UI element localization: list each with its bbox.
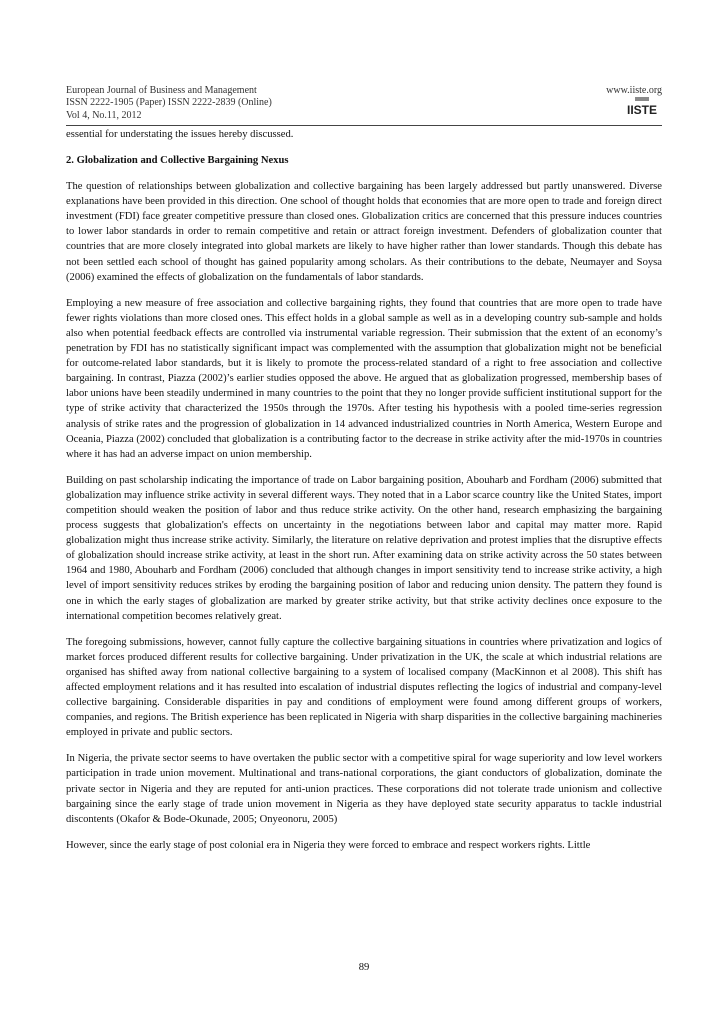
- journal-header: [66, 85, 662, 122]
- paragraph: However, since the early stage of post colonial era in Nigeria they were forced to embrace and respect workers rights. Little: [66, 839, 591, 851]
- intro-paragraph: essential for understating the issues hereby discussed.: [66, 129, 294, 140]
- article-body: [66, 127, 662, 864]
- journal-url: www.iiste.org: [606, 85, 662, 96]
- paragraph: In Nigeria, the private sector seems to have overtaken the public sector with a competitive spiral for wage superiority and low level workers participation in trade union movement. Multinational and trans-national corporations, the giant conductors of globalization, dominate the private sector in Nigeria and they are reputed for anti-union practices. These corporations did not tolerate trade unionism and collective bargaining since the early stage of trade union movement in Nigeria as they have deployed state security apparatus to tackle industrial discontents (Okafor & Bode-Okunade, 2005; Onyeonoru, 2005): [66, 753, 662, 825]
- page-number: 89: [358, 962, 370, 973]
- logo-top-band: [635, 97, 649, 101]
- paragraph: The foregoing submissions, however, cannot fully capture the collective bargaining situations in countries where privatization and logics of market forces produced different results for collective bargaining. Under privatization in the UK, the scale at which industrial relations are organised has shifted away from national collective bargaining to a system of localised company (MacKinnon et al 2008). This shift has affected employment relations and it has resulted into escalation of industrial disputes reflecting the logics of industrial and company-level collective bargaining. Considerable disparities in pay and conditions of employment were found among different groups of workers, companies, and regions. The British experience has been replicated in Nigeria with sharp disparities in the collective bargaining machineries employed in private and public sectors.: [66, 636, 662, 739]
- journal-volume: Vol 4, No.11, 2012: [66, 109, 142, 121]
- paragraph: Building on past scholarship indicating the importance of trade on Labor bargaining position, Abouharb and Fordham (2006) submitted that globalization may influence strike activity in several different ways. They noted that in a Labor scarce country like the United States, import competition should weaken the position of labor and thus reduce strike activity. On the other hand, research emphasizing the bargaining process suggests that globalization's effects on uncertainty in the negotiations between labor and capital may matter more. Rapid globalization might thus increase strike activity. Similarly, the literature on relative deprivation and protest implies that the disruptive effects of globalization should increase strike activity, at least in the short run. After examining data on strike activity across the 50 states between 1964 and 1980, Abouharb and Fordham (2006) concluded that although changes in import sensitivity tend to increase strike activity, a high level of import sensitivity reduces strikes by eroding the bargaining position of labor and reducing union density. The pattern they found is one in which the early stages of globalization are marked by greater strike activity, but that strike activity declines once exposure to the international competition becomes relatively great.: [66, 474, 662, 622]
- paragraph: The question of relationships between globalization and collective bargaining has been largely addressed but partly unanswered. Diverse explanations have been provided in this direction. One school of thought holds that economies that are more open to trade and foreign direct investment (FDI) face greater competitive pressure than closed ones. Globalization critics are concerned that this pressure induces countries to lower labor standards in order to remain competitive and retain or attract foreign investment. Defenders of globalization counter that countries that are more closely integrated into global markets are likely to have higher rather than lower standards. Though this debate has not been settled each school of thought has gained popularity among scholars. As their contributions to the debate, Neumayer and Soysa (2006) examined the effects of globalization on the fundamentals of labor standards.: [66, 181, 662, 283]
- header-rule: [66, 125, 662, 126]
- paragraph: Employing a new measure of free association and collective bargaining rights, they found that countries that are more open to trade have fewer rights violations than more closed ones. This effect holds in a global sample as well as in a developing country sub-sample and holds also when potential feedback effects are controlled via instrumental variable regression. Their submission that the extent of an economy’s penetration by FDI has no statistically significant impact was complemented with the assumption that globalization might not be beneficial for outcome-related labor standards, but it is likely to promote the process-related standard of a right to free association and collective bargaining. In contrast, Piazza (2002)’s earlier studies opposed the above. He argued that as globalization progressed, membership bases of labor unions have been steadily undermined in many countries to the point that they no longer provide sufficient institutional support for the type of strike activity that characterized the 1950s through the 1970s. After testing his hypothesis with a pooled time-series regression analysis of strike rates and the progression of globalization in 14 advanced industrialized countries in North America, Western Europe and Oceania, Piazza (2002) concluded that globalization is a contributing factor to the decrease in strike activity after the mid-1970s in countries where it has had an adverse impact on union membership.: [66, 297, 662, 460]
- section-heading: 2. Globalization and Collective Bargaining Nexus: [66, 155, 289, 167]
- logo-text: IISTE: [626, 103, 658, 117]
- journal-name: European Journal of Business and Management: [66, 85, 257, 96]
- iiste-logo: [623, 97, 661, 117]
- journal-issn: ISSN 2222-1905 (Paper) ISSN 2222-2839 (Online): [66, 97, 272, 109]
